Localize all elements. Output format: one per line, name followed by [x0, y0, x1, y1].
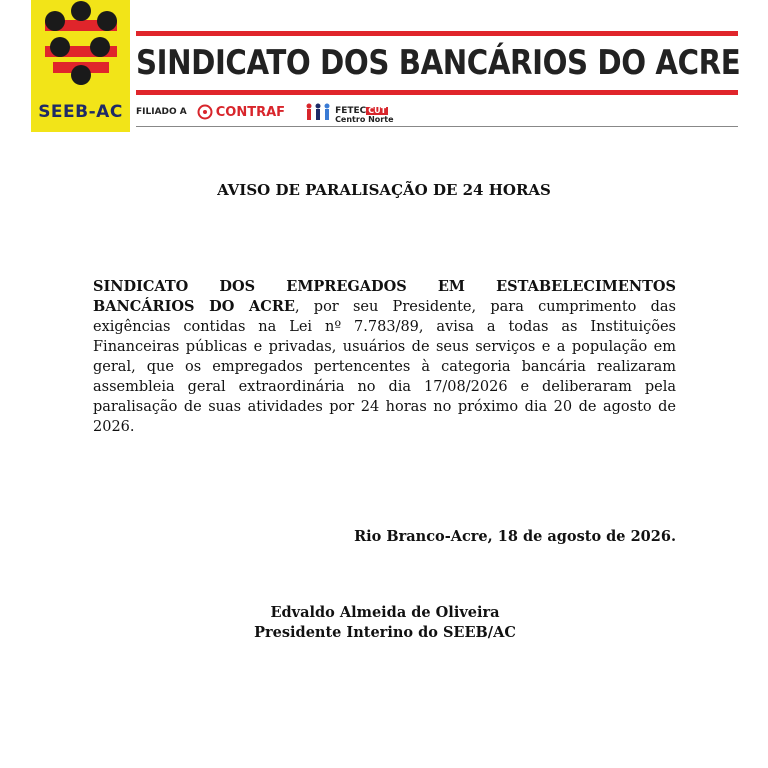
fetec-subtitle: Centro Norte: [335, 115, 394, 124]
date-line: Rio Branco-Acre, 18 de agosto de 2026.: [354, 528, 676, 545]
fetec-figures-icon: [305, 103, 331, 121]
notice-title: AVISO DE PARALISAÇÃO DE 24 HORAS: [217, 181, 551, 199]
notice-body-bold: SINDICATO DOS EMPREGADOS EM ESTABELECIMENTOS BANCÁRIOS DO ACRE: [93, 278, 676, 315]
cut-badge: CUT: [368, 106, 387, 115]
seeb-ac-logo: [31, 0, 130, 132]
fetec-name: FETEC: [335, 106, 367, 116]
title-bottom-rule: [136, 90, 738, 95]
union-title: SINDICATO DOS BANCÁRIOS DO ACRE: [136, 43, 741, 83]
affiliations: [136, 100, 394, 124]
header-rule: [136, 126, 738, 127]
notice-body-rest: , por seu Presidente, para cumprimento das exigências contidas na Lei nº 7.783/89, avisa a todas as Instituições Financeiras públicas e privadas, usuários de seus serviços e a população em geral, que os empregados pertencentes à categoria bancária realizaram assembleia geral extraordinária no dia 17/08/2026 e deliberaram pela paralisação de suas atividades por 24 horas no próximo dia 20 de agosto de 2026.: [93, 299, 676, 435]
affiliated-label: FILIADO A: [136, 107, 187, 117]
contraf-logo-icon: [197, 104, 213, 120]
signatory-role: Presidente Interino do SEEB/AC: [254, 624, 516, 641]
contraf-name: CONTRAF: [215, 104, 286, 120]
logo-text: SEEB-AC: [38, 102, 123, 122]
title-top-rule: [136, 31, 738, 36]
signatory-name: Edvaldo Almeida de Oliveira: [270, 604, 500, 621]
union-people-icon: [31, 0, 130, 100]
notice-body: [93, 277, 676, 437]
fetec-logo: [305, 100, 393, 124]
contraf-logo: [197, 104, 285, 120]
